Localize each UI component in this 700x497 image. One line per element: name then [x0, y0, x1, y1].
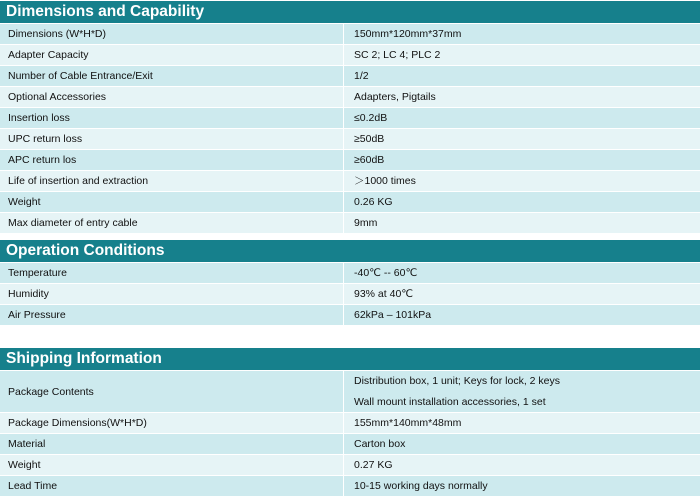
row-value: [344, 129, 700, 149]
table-row: [0, 107, 700, 128]
table-row: [0, 262, 700, 283]
row-value: [344, 192, 700, 212]
row-value: [344, 284, 700, 304]
row-value: [344, 371, 700, 412]
value-line: ≥50dB: [354, 132, 385, 145]
table-row: [0, 191, 700, 212]
row-label: Life of insertion and extraction: [0, 171, 344, 191]
table-row: [0, 65, 700, 86]
value-line: ≤0.2dB: [354, 111, 388, 124]
row-value: [344, 305, 700, 325]
row-label: Air Pressure: [0, 305, 344, 325]
row-label: Material: [0, 434, 344, 454]
section-operation: [0, 240, 700, 325]
row-label: Adapter Capacity: [0, 45, 344, 65]
row-value: [344, 87, 700, 107]
row-label: Humidity: [0, 284, 344, 304]
table-row: [0, 44, 700, 65]
table-row: [0, 454, 700, 475]
row-label: Weight: [0, 455, 344, 475]
table-row: [0, 370, 700, 412]
table-row: [0, 283, 700, 304]
row-value: [344, 455, 700, 475]
section-title: Dimensions and Capability: [0, 1, 700, 23]
value-line: 93% at 40℃: [354, 287, 414, 300]
value-line: -40℃ -- 60℃: [354, 266, 418, 279]
row-label: Insertion loss: [0, 108, 344, 128]
row-label: Lead Time: [0, 476, 344, 496]
section-title: Operation Conditions: [0, 240, 700, 262]
section-title: Shipping Information: [0, 348, 700, 370]
row-label: Number of Cable Entrance/Exit: [0, 66, 344, 86]
row-value: [344, 24, 700, 44]
table-row: [0, 212, 700, 233]
table-row: [0, 433, 700, 454]
value-line: 9mm: [354, 216, 378, 229]
row-value: [344, 213, 700, 233]
row-label: Optional Accessories: [0, 87, 344, 107]
spec-table: [0, 370, 700, 496]
row-label: Temperature: [0, 263, 344, 283]
row-value: [344, 150, 700, 170]
value-line: 0.26 KG: [354, 195, 393, 208]
table-row: [0, 149, 700, 170]
table-row: [0, 23, 700, 44]
row-label: Package Dimensions(W*H*D): [0, 413, 344, 433]
value-line: ＞1000 times: [354, 174, 416, 187]
row-label: Dimensions (W*H*D): [0, 24, 344, 44]
value-line: ≥60dB: [354, 153, 385, 166]
value-line: 1/2: [354, 69, 369, 82]
row-value: [344, 171, 700, 191]
value-line: Wall mount installation accessories, 1 set: [354, 395, 546, 408]
row-value: [344, 434, 700, 454]
table-row: [0, 475, 700, 496]
row-value: [344, 45, 700, 65]
row-label: Weight: [0, 192, 344, 212]
row-value: [344, 108, 700, 128]
row-label: APC return los: [0, 150, 344, 170]
table-row: [0, 86, 700, 107]
value-line: 155mm*140mm*48mm: [354, 416, 462, 429]
row-value: [344, 66, 700, 86]
spec-table: [0, 262, 700, 325]
table-row: [0, 304, 700, 325]
value-line: 62kPa – 101kPa: [354, 308, 432, 321]
row-label: Package Contents: [0, 371, 344, 412]
row-value: [344, 263, 700, 283]
value-line: Carton box: [354, 437, 406, 450]
table-row: [0, 170, 700, 191]
value-line: Adapters, Pigtails: [354, 90, 436, 103]
row-value: [344, 413, 700, 433]
value-line: 10-15 working days normally: [354, 479, 488, 492]
value-line: 0.27 KG: [354, 458, 393, 471]
section-dimensions: [0, 1, 700, 233]
value-line: SC 2; LC 4; PLC 2: [354, 48, 441, 61]
spec-table: [0, 23, 700, 233]
row-label: Max diameter of entry cable: [0, 213, 344, 233]
row-value: [344, 476, 700, 496]
value-line: Distribution box, 1 unit; Keys for lock, 2 keys: [354, 374, 561, 387]
section-shipping: [0, 348, 700, 496]
table-row: [0, 128, 700, 149]
value-line: 150mm*120mm*37mm: [354, 27, 462, 40]
row-label: UPC return loss: [0, 129, 344, 149]
table-row: [0, 412, 700, 433]
